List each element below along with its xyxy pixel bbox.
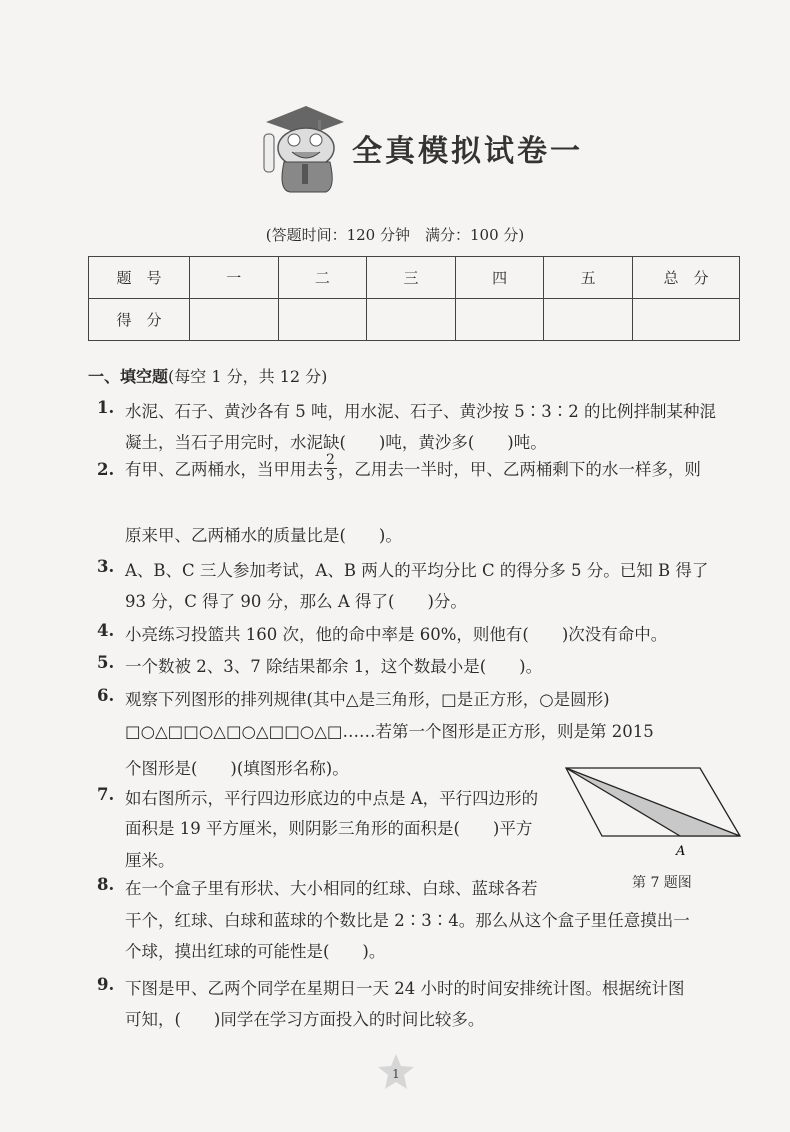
- section-heading: [88, 364, 327, 387]
- score-table: [88, 256, 740, 341]
- question-number: 7.: [97, 785, 115, 804]
- question-text: □○△□□○△□○△□□○△□……若第一个图形是正方形，则是第 2015: [125, 722, 654, 741]
- question-text: 个图形是( )(填图形名称)。: [125, 759, 349, 778]
- question-text: 93 分，C 得了 90 分，那么 A 得了( )分。: [125, 592, 467, 611]
- exam-time-info: (答题时间：120 分钟 满分：100 分): [265, 226, 525, 244]
- score-cell[interactable]: [367, 299, 456, 341]
- table-cell: 四: [455, 257, 544, 299]
- text: 有甲、乙两桶水，当甲用去: [125, 460, 323, 479]
- page-title: 全真模拟试卷一: [352, 134, 583, 169]
- table-cell: 一: [190, 257, 279, 299]
- table-cell: 得 分: [89, 299, 190, 341]
- table-cell: 五: [544, 257, 633, 299]
- question-number: 3.: [97, 557, 115, 576]
- page-number: 1: [392, 1067, 400, 1081]
- table-row-header: [89, 257, 740, 299]
- question-text: 厘米。: [125, 851, 175, 870]
- question-text: 一个数被 2、3、7 除结果都余 1，这个数最小是( )。: [125, 657, 543, 676]
- score-cell[interactable]: [190, 299, 279, 341]
- question-text: 个球，摸出红球的可能性是( )。: [125, 942, 386, 961]
- question-text: 在一个盒子里有形状、大小相同的红球、白球、蓝球各若: [125, 879, 538, 898]
- score-cell[interactable]: [278, 299, 367, 341]
- point-label-a: A: [676, 844, 686, 859]
- fraction: [324, 453, 337, 484]
- star-icon: [376, 1052, 416, 1092]
- fraction-denominator: 3: [326, 467, 335, 484]
- question-text: 小亮练习投篮共 160 次，他的命中率是 60%，则他有( )次没有命中。: [125, 625, 668, 644]
- question-text: [125, 446, 701, 490]
- question-number: 6.: [97, 686, 115, 705]
- score-cell[interactable]: [633, 299, 740, 341]
- graduate-mascot-illustration: [256, 100, 348, 196]
- question-number: 8.: [97, 875, 115, 894]
- question-text: 下图是甲、乙两个同学在星期日一天 24 小时的时间安排统计图。根据统计图: [125, 979, 685, 998]
- figure-caption: 第 7 题图: [632, 875, 692, 891]
- question-text: 干个，红球、白球和蓝球的个数比是 2∶3∶4。那么从这个盒子里任意摸出一: [125, 911, 690, 930]
- table-row-score: [89, 299, 740, 341]
- table-cell: 三: [367, 257, 456, 299]
- question-text: A、B、C 三人参加考试，A、B 两人的平均分比 C 的得分多 5 分。已知 B 得了: [125, 561, 709, 580]
- question-text: 可知，( )同学在学习方面投入的时间比较多。: [125, 1010, 485, 1029]
- score-cell[interactable]: [455, 299, 544, 341]
- question-text: 原来甲、乙两桶水的质量比是( )。: [125, 526, 402, 545]
- table-cell: 二: [278, 257, 367, 299]
- question-text: 面积是 19 平方厘米，则阴影三角形的面积是( )平方: [125, 819, 533, 838]
- question-text: 水泥、石子、黄沙各有 5 吨，用水泥、石子、黄沙按 5∶3∶2 的比例拌制某种混: [125, 402, 716, 421]
- shaded-triangle: [566, 768, 740, 836]
- question-number: 1.: [97, 398, 115, 417]
- parallelogram-figure: [560, 760, 750, 860]
- table-cell: 总 分: [633, 257, 740, 299]
- question-text: 如右图所示，平行四边形底边的中点是 A，平行四边形的: [125, 789, 539, 808]
- question-text: 观察下列图形的排列规律(其中△是三角形，□是正方形，○是圆形): [125, 690, 610, 709]
- question-number: 9.: [97, 975, 115, 994]
- question-number: 2.: [97, 460, 115, 479]
- section-title: 一、填空题: [88, 367, 169, 386]
- question-number: 5.: [97, 653, 115, 672]
- question-text: 凝土，当石子用完时，水泥缺( )吨，黄沙多( )吨。: [125, 433, 547, 452]
- score-cell[interactable]: [544, 299, 633, 341]
- question-number: 4.: [97, 621, 115, 640]
- section-note: (每空 1 分，共 12 分): [168, 367, 328, 386]
- table-cell: 题 号: [89, 257, 190, 299]
- fraction-numerator: 2: [326, 451, 335, 468]
- text: ，乙用去一半时，甲、乙两桶剩下的水一样多，则: [337, 460, 701, 479]
